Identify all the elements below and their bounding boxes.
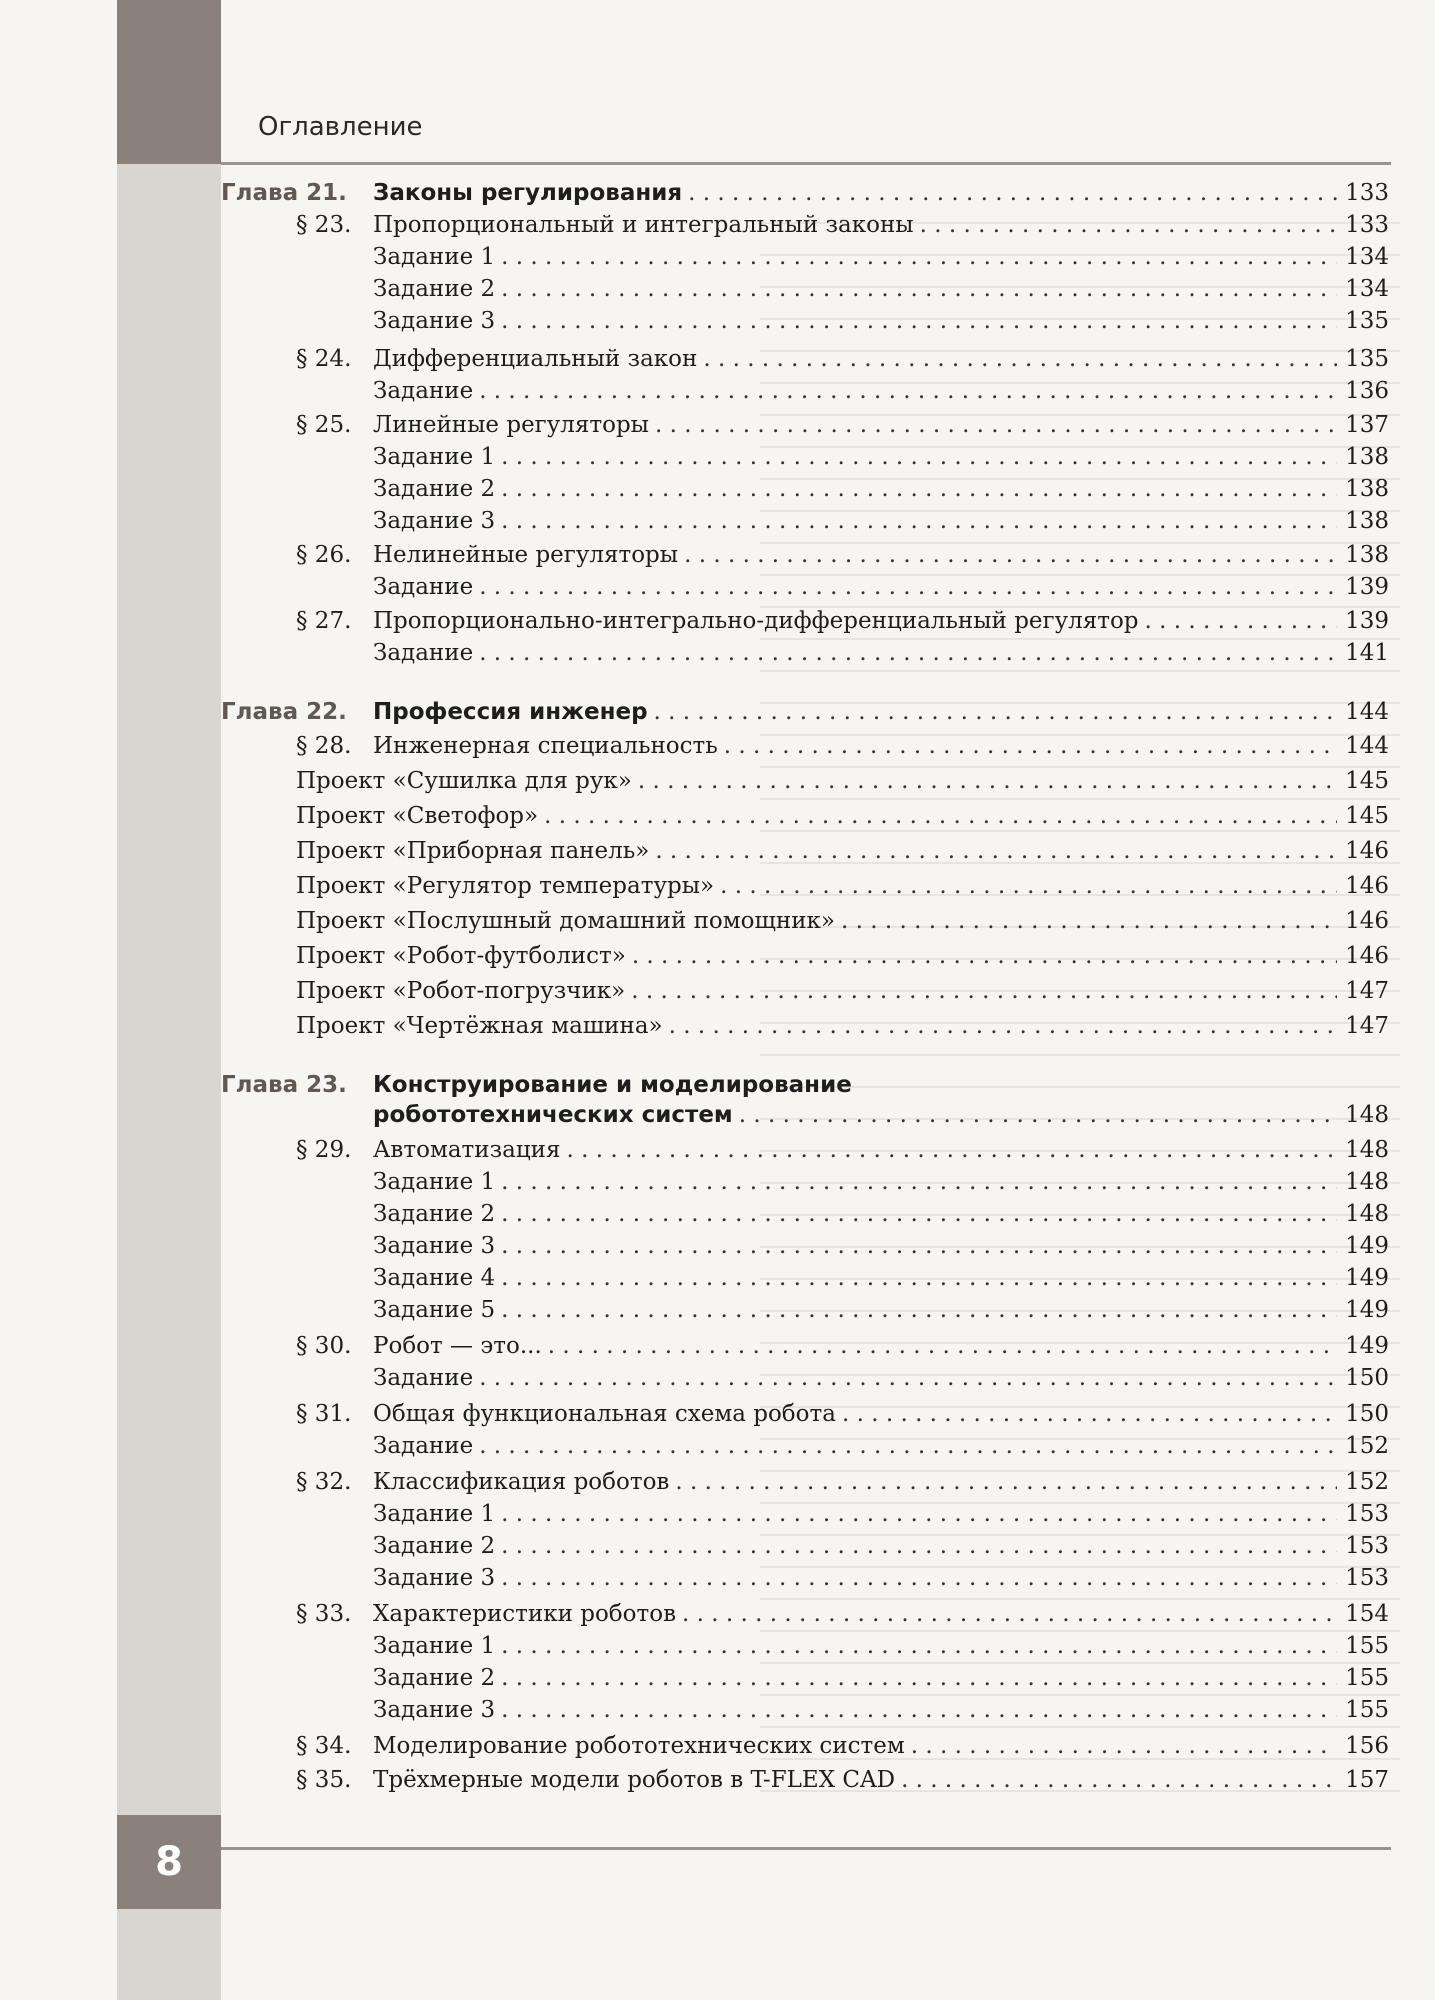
page-ref: 147 xyxy=(1345,1013,1389,1039)
entry-title: Проект «Робот-погрузчик» xyxy=(296,978,626,1004)
page-ref: 155 xyxy=(1345,1633,1389,1659)
toc-row-task xyxy=(0,441,1435,473)
dot-leader xyxy=(632,940,1337,972)
entry-title: Задание xyxy=(373,574,474,600)
page-ref: 149 xyxy=(1345,1265,1389,1291)
page-ref: 138 xyxy=(1345,476,1389,502)
toc-entry xyxy=(373,539,1389,571)
toc-entry xyxy=(296,905,1389,937)
entry-title: Задание 3 xyxy=(373,1233,496,1259)
dot-leader xyxy=(544,800,1337,832)
toc-entry xyxy=(373,605,1389,637)
page-ref: 138 xyxy=(1345,508,1389,534)
toc-row-project xyxy=(0,975,1435,1007)
dot-leader xyxy=(501,273,1337,305)
section-number: § 27. xyxy=(296,608,352,634)
entry-title: Задание xyxy=(373,1433,474,1459)
dot-leader xyxy=(703,343,1337,375)
section-number: § 26. xyxy=(296,542,352,568)
entry-title: Задание 3 xyxy=(373,308,496,334)
toc-row-task xyxy=(0,375,1435,407)
toc-row-task xyxy=(0,1294,1435,1326)
page-ref: 145 xyxy=(1345,768,1389,794)
toc-entry xyxy=(373,1630,1389,1662)
toc-entry xyxy=(373,1294,1389,1326)
toc-entry xyxy=(373,241,1389,273)
dot-leader xyxy=(501,1198,1337,1230)
chapter-label: Глава 23. xyxy=(221,1072,347,1098)
page-ref: 146 xyxy=(1345,838,1389,864)
toc-row-chapter xyxy=(0,1069,1435,1101)
dot-leader xyxy=(841,905,1337,937)
toc-row-task xyxy=(0,1662,1435,1694)
toc-row-task xyxy=(0,1630,1435,1662)
toc-entry xyxy=(373,505,1389,537)
dot-leader xyxy=(684,539,1337,571)
toc-row-section xyxy=(0,605,1435,637)
page-ref: 146 xyxy=(1345,873,1389,899)
toc-entry xyxy=(373,209,1389,241)
page-ref: 138 xyxy=(1345,444,1389,470)
entry-title: Проект «Послушный домашний помощник» xyxy=(296,908,836,934)
section-number: § 32. xyxy=(296,1469,352,1495)
section-number: § 31. xyxy=(296,1401,352,1427)
toc-row-section xyxy=(0,730,1435,762)
dot-leader xyxy=(501,305,1337,337)
toc-entry xyxy=(373,1430,1389,1462)
toc-row-chapter xyxy=(0,696,1435,728)
dot-leader xyxy=(724,730,1337,762)
page-ref: 149 xyxy=(1345,1333,1389,1359)
page-ref: 144 xyxy=(1345,699,1389,725)
entry-title: Проект «Регулятор температуры» xyxy=(296,873,715,899)
toc-entry xyxy=(373,637,1389,669)
toc-entry xyxy=(373,1262,1389,1294)
dot-leader xyxy=(479,637,1337,669)
page-ref: 153 xyxy=(1345,1533,1389,1559)
toc-entry xyxy=(373,1166,1389,1198)
entry-title: Задание 2 xyxy=(373,1533,496,1559)
entry-title: Профессия инженер xyxy=(373,699,648,725)
page-ref: 134 xyxy=(1345,276,1389,302)
toc-entry xyxy=(296,800,1389,832)
page-ref: 133 xyxy=(1345,212,1389,238)
entry-title: Задание xyxy=(373,640,474,666)
toc-entry xyxy=(373,441,1389,473)
page-ref: 139 xyxy=(1345,608,1389,634)
toc-row-section xyxy=(0,1134,1435,1166)
toc-entry xyxy=(373,1099,1389,1131)
entry-title: Задание 1 xyxy=(373,1633,496,1659)
page-ref: 138 xyxy=(1345,542,1389,568)
dot-leader xyxy=(479,571,1337,603)
toc-entry xyxy=(373,1362,1389,1394)
dot-leader xyxy=(654,696,1337,728)
toc-row-project xyxy=(0,905,1435,937)
toc-entry xyxy=(373,305,1389,337)
entry-title: Задание 3 xyxy=(373,508,496,534)
dot-leader xyxy=(501,473,1337,505)
section-number: § 34. xyxy=(296,1733,352,1759)
toc-row-section xyxy=(0,1398,1435,1430)
section-number: § 24. xyxy=(296,346,352,372)
toc-row-project xyxy=(0,765,1435,797)
page-ref: 141 xyxy=(1345,640,1389,666)
toc-row-section xyxy=(0,409,1435,441)
entry-title: Линейные регуляторы xyxy=(373,412,649,438)
page-ref: 147 xyxy=(1345,978,1389,1004)
page-ref: 150 xyxy=(1345,1401,1389,1427)
toc-row-task xyxy=(0,637,1435,669)
toc-row-task xyxy=(0,1694,1435,1726)
toc-entry xyxy=(373,1398,1389,1430)
page-ref: 134 xyxy=(1345,244,1389,270)
page-ref: 155 xyxy=(1345,1665,1389,1691)
dot-leader xyxy=(501,1530,1337,1562)
section-number: § 33. xyxy=(296,1601,352,1627)
page-ref: 155 xyxy=(1345,1697,1389,1723)
toc-row-task xyxy=(0,305,1435,337)
entry-title: Задание 2 xyxy=(373,476,496,502)
dot-leader xyxy=(842,1398,1337,1430)
toc-row-project xyxy=(0,835,1435,867)
dot-leader xyxy=(501,241,1337,273)
page-ref: 148 xyxy=(1345,1137,1389,1163)
dot-leader xyxy=(655,409,1337,441)
entry-title: Проект «Светофор» xyxy=(296,803,539,829)
entry-title: Проект «Чертёжная машина» xyxy=(296,1013,663,1039)
dot-leader xyxy=(479,1430,1337,1462)
toc-row-chapter xyxy=(0,177,1435,209)
entry-title: Проект «Сушилка для рук» xyxy=(296,768,632,794)
toc-row-task xyxy=(0,1530,1435,1562)
toc-row-section xyxy=(0,209,1435,241)
page-ref: 157 xyxy=(1345,1767,1389,1793)
dot-leader xyxy=(631,975,1337,1007)
entry-title: Общая функциональная схема робота xyxy=(373,1401,836,1427)
dot-leader xyxy=(501,1230,1337,1262)
toc-row-task xyxy=(0,505,1435,537)
section-number: § 28. xyxy=(296,733,352,759)
toc-entry xyxy=(373,1466,1389,1498)
entry-title: Классификация роботов xyxy=(373,1469,670,1495)
dot-leader xyxy=(675,1466,1337,1498)
toc-row-task xyxy=(0,571,1435,603)
toc-entry xyxy=(373,1198,1389,1230)
entry-title: Задание 4 xyxy=(373,1265,496,1291)
entry-title: Задание xyxy=(373,378,474,404)
toc-row-task xyxy=(0,1362,1435,1394)
entry-title: Проект «Приборная панель» xyxy=(296,838,650,864)
dot-leader xyxy=(501,1662,1337,1694)
toc-row-section xyxy=(0,1598,1435,1630)
dot-leader xyxy=(501,1562,1337,1594)
dot-leader xyxy=(720,870,1337,902)
chapter-label: Глава 22. xyxy=(221,699,347,725)
page-ref: 156 xyxy=(1345,1733,1389,1759)
page-ref: 150 xyxy=(1345,1365,1389,1391)
toc-entry xyxy=(373,473,1389,505)
dot-leader xyxy=(501,1498,1337,1530)
dot-leader xyxy=(501,1294,1337,1326)
entry-title: Задание 2 xyxy=(373,276,496,302)
toc-row-project xyxy=(0,870,1435,902)
toc-row-task xyxy=(0,1430,1435,1462)
page-ref: 137 xyxy=(1345,412,1389,438)
page-ref: 148 xyxy=(1345,1201,1389,1227)
entry-title: Задание 5 xyxy=(373,1297,496,1323)
toc-entry xyxy=(373,1530,1389,1562)
dot-leader xyxy=(548,1330,1337,1362)
toc-row-task xyxy=(0,273,1435,305)
toc-row-task xyxy=(0,1262,1435,1294)
page-number: 8 xyxy=(117,1815,221,1909)
toc-entry xyxy=(373,1498,1389,1530)
dot-leader xyxy=(479,375,1337,407)
entry-title: Инженерная специальность xyxy=(373,733,718,759)
page-ref: 135 xyxy=(1345,346,1389,372)
toc-entry xyxy=(373,409,1389,441)
toc-entry xyxy=(373,1694,1389,1726)
dot-leader xyxy=(501,1694,1337,1726)
dot-leader xyxy=(682,1598,1337,1630)
toc-entry xyxy=(373,177,1389,209)
toc-row-task xyxy=(0,1562,1435,1594)
dot-leader xyxy=(501,441,1337,473)
toc-row-project xyxy=(0,940,1435,972)
page-ref: 148 xyxy=(1345,1102,1389,1128)
section-number: § 23. xyxy=(296,212,352,238)
dot-leader xyxy=(501,1630,1337,1662)
dot-leader xyxy=(655,835,1337,867)
entry-title: Пропорциональный и интегральный законы xyxy=(373,212,914,238)
dot-leader xyxy=(479,1362,1337,1394)
dot-leader xyxy=(638,765,1337,797)
toc-entry xyxy=(373,1230,1389,1262)
entry-title: Задание 1 xyxy=(373,244,496,270)
toc-row-section xyxy=(0,1764,1435,1796)
dot-leader xyxy=(501,1262,1337,1294)
toc-row-task xyxy=(0,1166,1435,1198)
dot-leader xyxy=(920,209,1337,241)
page-ref: 146 xyxy=(1345,943,1389,969)
toc-entry xyxy=(373,1069,1389,1101)
entry-title: Автоматизация xyxy=(373,1137,561,1163)
entry-title: Задание 2 xyxy=(373,1665,496,1691)
entry-title: Моделирование робототехнических систем xyxy=(373,1733,905,1759)
toc-row-section xyxy=(0,1330,1435,1362)
toc-entry xyxy=(373,1764,1389,1796)
chapter-label: Глава 21. xyxy=(221,180,347,206)
header-rule xyxy=(221,162,1391,165)
entry-title: Конструирование и моделирование xyxy=(373,1072,852,1098)
dot-leader xyxy=(688,177,1337,209)
page-ref: 135 xyxy=(1345,308,1389,334)
entry-title: Робот — это... xyxy=(373,1333,542,1359)
page-ref: 153 xyxy=(1345,1565,1389,1591)
entry-title: Задание xyxy=(373,1365,474,1391)
entry-title: Задание 3 xyxy=(373,1565,496,1591)
toc-row-task xyxy=(0,241,1435,273)
page-title: Оглавление xyxy=(258,112,423,142)
toc-entry xyxy=(373,571,1389,603)
toc-entry xyxy=(373,343,1389,375)
entry-title: Трёхмерные модели роботов в T-FLEX CAD xyxy=(373,1767,896,1793)
page-ref: 154 xyxy=(1345,1601,1389,1627)
page-ref: 152 xyxy=(1345,1469,1389,1495)
toc-entry xyxy=(373,1134,1389,1166)
page-ref: 133 xyxy=(1345,180,1389,206)
toc-entry xyxy=(373,1662,1389,1694)
entry-title: Проект «Робот-футболист» xyxy=(296,943,626,969)
section-number: § 30. xyxy=(296,1333,352,1359)
toc-row-section xyxy=(0,539,1435,571)
entry-title: Задание 3 xyxy=(373,1697,496,1723)
footer-rule xyxy=(221,1847,1391,1850)
dot-leader xyxy=(501,505,1337,537)
dot-leader xyxy=(669,1010,1337,1042)
toc-entry xyxy=(296,870,1389,902)
section-number: § 35. xyxy=(296,1767,352,1793)
toc-row-task xyxy=(0,1230,1435,1262)
toc-row-project xyxy=(0,800,1435,832)
section-number: § 29. xyxy=(296,1137,352,1163)
entry-title: Законы регулирования xyxy=(373,180,683,206)
page-ref: 144 xyxy=(1345,733,1389,759)
page-ref: 146 xyxy=(1345,908,1389,934)
entry-title: Задание 1 xyxy=(373,1501,496,1527)
entry-title: Задание 1 xyxy=(373,444,496,470)
toc-entry xyxy=(373,1598,1389,1630)
page-ref: 152 xyxy=(1345,1433,1389,1459)
page-ref: 149 xyxy=(1345,1233,1389,1259)
entry-title: Задание 2 xyxy=(373,1201,496,1227)
dot-leader xyxy=(566,1134,1337,1166)
toc-row-task xyxy=(0,473,1435,505)
toc-entry xyxy=(296,940,1389,972)
toc-entry xyxy=(296,1010,1389,1042)
page-ref: 149 xyxy=(1345,1297,1389,1323)
dot-leader xyxy=(739,1099,1337,1131)
dot-leader xyxy=(501,1166,1337,1198)
toc-row-task xyxy=(0,1198,1435,1230)
page-ref: 153 xyxy=(1345,1501,1389,1527)
toc-entry xyxy=(373,696,1389,728)
toc-row-section xyxy=(0,1466,1435,1498)
entry-title: Нелинейные регуляторы xyxy=(373,542,679,568)
toc-entry xyxy=(373,730,1389,762)
page-ref: 139 xyxy=(1345,574,1389,600)
toc-entry xyxy=(296,975,1389,1007)
toc-entry xyxy=(373,1562,1389,1594)
dot-leader xyxy=(911,1730,1337,1762)
toc-row-chapter-cont xyxy=(0,1099,1435,1131)
entry-title: Характеристики роботов xyxy=(373,1601,677,1627)
toc-row-section xyxy=(0,1730,1435,1762)
toc-entry xyxy=(373,1730,1389,1762)
entry-title: Задание 1 xyxy=(373,1169,496,1195)
section-number: § 25. xyxy=(296,412,352,438)
toc-row-section xyxy=(0,343,1435,375)
header-tab xyxy=(117,0,221,164)
entry-title: Дифференциальный закон xyxy=(373,346,698,372)
toc-entry xyxy=(373,375,1389,407)
page-ref: 136 xyxy=(1345,378,1389,404)
page-ref: 145 xyxy=(1345,803,1389,829)
toc-entry xyxy=(373,273,1389,305)
toc-entry xyxy=(373,1330,1389,1362)
toc-entry xyxy=(296,835,1389,867)
page-ref: 148 xyxy=(1345,1169,1389,1195)
entry-title: Пропорционально-интегрально-дифференциальный регулятор xyxy=(373,608,1139,634)
dot-leader xyxy=(901,1764,1337,1796)
toc-row-project xyxy=(0,1010,1435,1042)
toc-entry xyxy=(296,765,1389,797)
entry-title: робототехнических систем xyxy=(373,1102,733,1128)
toc-row-task xyxy=(0,1498,1435,1530)
dot-leader xyxy=(1145,605,1337,637)
